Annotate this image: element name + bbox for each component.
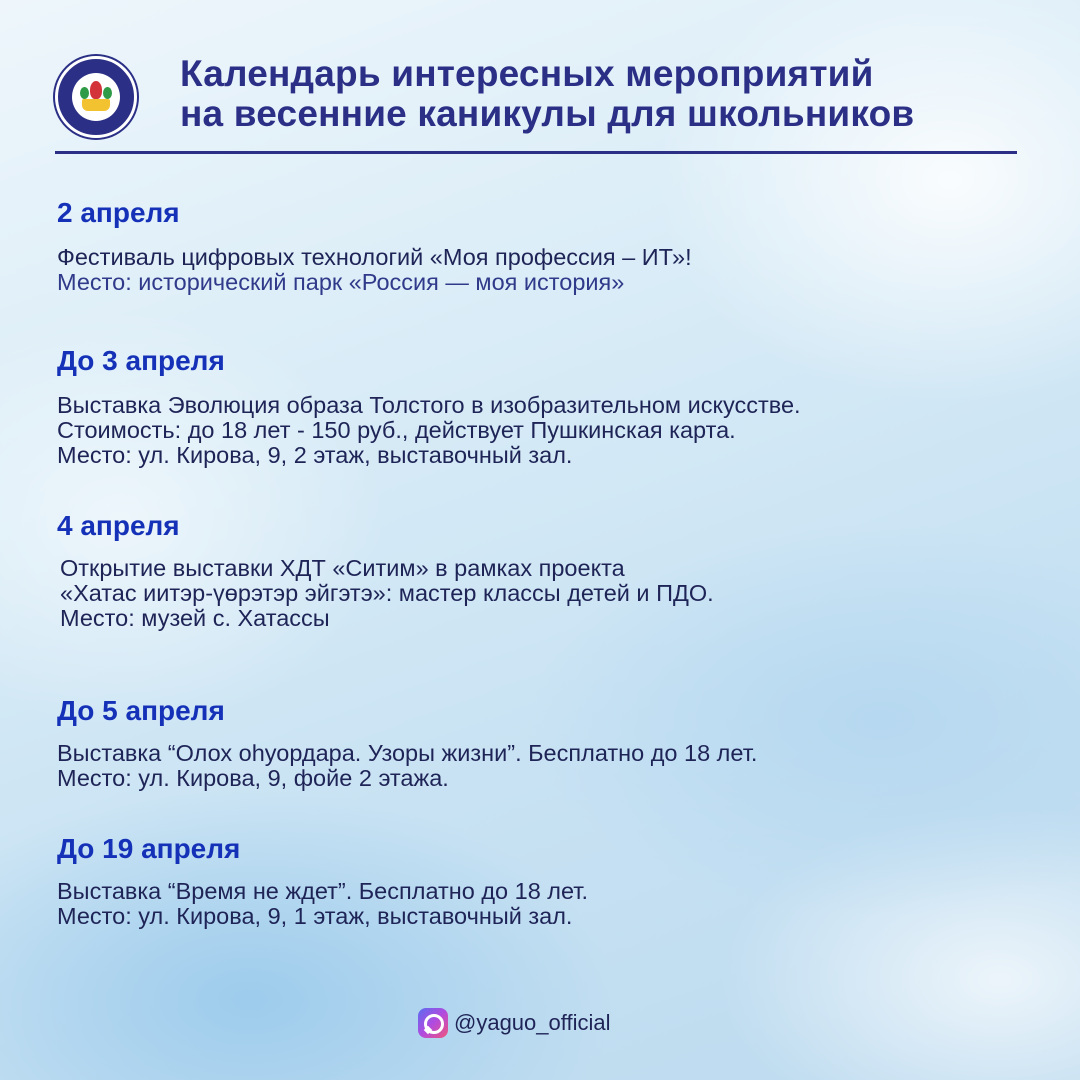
emblem-flame [90, 81, 102, 99]
event-date: 4 апреля [57, 510, 180, 541]
social-handle[interactable]: @yaguo_official [454, 1010, 611, 1035]
event-location: Место: ул. Кирова, 9, фойе 2 этажа. [57, 765, 449, 791]
event-location: Место: ул. Кирова, 9, 2 этаж, выставочный зал. [57, 442, 573, 468]
emblem-book-icon [82, 99, 110, 111]
event-description: Открытие выставки ХДТ «Ситим» в рамках проекта [60, 555, 625, 581]
event-location: Место: исторический парк «Россия — моя история» [57, 269, 625, 295]
social-footer[interactable] [418, 1006, 610, 1040]
event-item [57, 695, 757, 791]
page-title-line-1: Календарь интересных мероприятий [180, 53, 874, 94]
event-item [57, 197, 692, 295]
instagram-icon [418, 1008, 448, 1038]
event-date: До 3 апреля [57, 345, 225, 376]
event-description-cont: «Хатас иитэр-үөрэтэр эйгэтэ»: мастер классы детей и ПДО. [60, 580, 714, 606]
event-description: Выставка Эволюция образа Толстого в изобразительном искусстве. [57, 392, 801, 418]
event-description: Выставка “Олох оһуордара. Узоры жизни”. Бесплатно до 18 лет. [57, 740, 758, 766]
event-date: 2 апреля [57, 197, 180, 228]
event-date: До 5 апреля [57, 695, 225, 726]
event-item [57, 345, 801, 468]
emblem-leaf-left [80, 87, 89, 99]
emblem-logo-inner [72, 73, 120, 121]
event-location: Место: ул. Кирова, 9, 1 этаж, выставочный зал. [57, 903, 573, 929]
event-item [57, 833, 588, 929]
event-location: Место: музей с. Хатассы [60, 605, 330, 631]
page-title-line-2: на весенние каникулы для школьников [180, 93, 915, 134]
event-description: Фестиваль цифровых технологий «Моя профессия – ИТ»! [57, 244, 692, 270]
event-price: Стоимость: до 18 лет - 150 руб., действует Пушкинская карта. [57, 417, 736, 443]
emblem-leaf-right [103, 87, 112, 99]
emblem-logo [55, 56, 137, 138]
title-divider [55, 151, 1017, 154]
header [55, 50, 1017, 160]
event-description: Выставка “Время не ждет”. Бесплатно до 18 лет. [57, 878, 588, 904]
event-item [57, 510, 714, 631]
page-title [180, 54, 914, 134]
event-date: До 19 апреля [57, 833, 241, 864]
